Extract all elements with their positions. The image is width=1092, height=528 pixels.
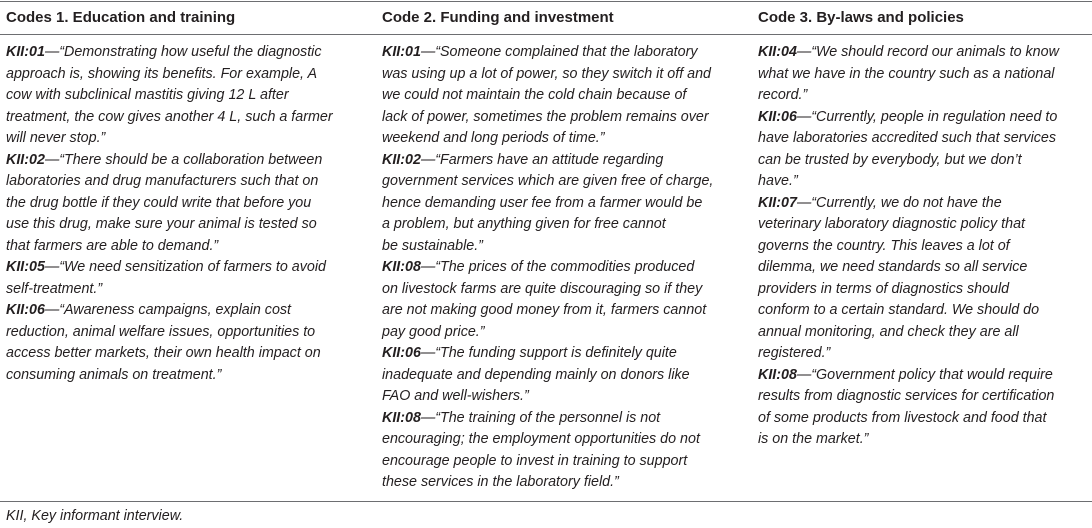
quote-line (758, 128, 1088, 150)
quote-text: approach is, showing its benefits. For example, A (6, 65, 317, 82)
header-funding-investment: Code 2. Funding and investment (382, 9, 614, 26)
informant-code: KII:01 (382, 44, 421, 60)
quote-text: inadequate and depending mainly on donors like (382, 366, 690, 383)
quote-line (6, 257, 366, 279)
quote-line (758, 408, 1088, 430)
header-rule (0, 34, 1092, 35)
quote-text: —“Farmers have an attitude regarding (420, 151, 664, 168)
informant-code: KII:08 (382, 259, 421, 275)
quote-text: use this drug, make sure your animal is tested so (6, 216, 317, 232)
quote-text: —“Demonstrating how useful the diagnostic (44, 44, 322, 60)
quote-line (382, 171, 744, 193)
informant-code: KII:02 (6, 151, 45, 168)
quote-line (382, 64, 744, 86)
quote-line (6, 150, 366, 172)
header-bylaws-policies: Code 3. By-laws and policies (758, 9, 964, 26)
informant-code: KII:04 (758, 44, 797, 60)
quote-line (382, 386, 744, 408)
quote-text: cow with subclinical mastitis giving 12 L after (6, 87, 289, 103)
quote-line (6, 128, 366, 150)
top-rule (0, 1, 1092, 2)
quote-text: government services which are given free of charge, (382, 173, 714, 189)
quote-line (758, 257, 1088, 279)
quote-line (758, 279, 1088, 301)
quote-text: can be trusted by everybody, but we don’t (758, 151, 1022, 168)
quote-text: encourage people to invest in training to support (382, 452, 688, 469)
quote-entry (382, 42, 744, 150)
quote-line (382, 257, 744, 279)
quote-text: have laboratories accredited such that services (758, 130, 1057, 146)
quote-line (758, 322, 1088, 344)
quote-entry (758, 365, 1088, 451)
quote-text: —“Currently, we do not have the (796, 194, 1002, 211)
quote-text: is on the market.” (758, 431, 869, 447)
quote-entry (382, 257, 744, 343)
quote-text: veterinary laboratory diagnostic policy that (758, 216, 1026, 232)
bottom-rule (0, 501, 1092, 502)
quote-line (382, 429, 744, 451)
quote-text: access better markets, their own health impact on (6, 345, 321, 361)
quote-text: conform to a certain standard. We should do (758, 302, 1040, 318)
quote-text: results from diagnostic services for certification (758, 388, 1055, 404)
informant-code: KII:08 (758, 366, 797, 383)
quote-line (6, 343, 366, 365)
quote-line (6, 365, 366, 387)
quote-text: encouraging; the employment opportunities do not (382, 431, 700, 447)
quote-text: these services in the laboratory field.” (382, 474, 619, 490)
quote-entry (6, 257, 366, 300)
quote-text: the drug bottle if they could write that before you (6, 194, 312, 211)
quote-text: self-treatment.” (6, 280, 103, 297)
quote-entry (758, 42, 1088, 107)
quote-line (382, 107, 744, 129)
quote-line (758, 107, 1088, 129)
quote-line (758, 171, 1088, 193)
quote-text: —“Awareness campaigns, explain cost (44, 302, 292, 318)
quote-text: —“The prices of the commodities produced (420, 259, 695, 275)
quote-text: —“Currently, people in regulation need to (796, 108, 1058, 125)
quote-line (758, 193, 1088, 215)
column-bylaws-policies (758, 42, 1088, 451)
quote-line (382, 279, 744, 301)
quote-text: hence demanding user fee from a farmer would be (382, 194, 703, 211)
quote-line (382, 322, 744, 344)
quote-line (382, 365, 744, 387)
quote-text: laboratories and drug manufacturers such that on (6, 173, 319, 189)
quote-text: registered.” (758, 345, 831, 361)
quote-text: —“Someone complained that the laboratory (420, 44, 698, 60)
quote-line (6, 85, 366, 107)
quote-text: be sustainable.” (382, 237, 483, 254)
quote-text: of some products from livestock and food that (758, 409, 1047, 426)
quote-entry (6, 42, 366, 150)
quote-text: —“We should record our animals to know (796, 44, 1059, 60)
quote-text: FAO and well-wishers.” (382, 388, 529, 404)
quote-line (382, 214, 744, 236)
quote-line (6, 64, 366, 86)
quote-text: treatment, the cow gives another 4 L, such a farmer (6, 108, 333, 125)
quote-line (758, 429, 1088, 451)
quote-line (382, 193, 744, 215)
quote-entry (382, 150, 744, 258)
quote-line (6, 193, 366, 215)
quote-line (6, 214, 366, 236)
quote-line (382, 128, 744, 150)
quote-text: on livestock farms are quite discouraging so if they (382, 280, 703, 297)
quote-line (382, 472, 744, 494)
quote-line (6, 107, 366, 129)
quote-line (382, 451, 744, 473)
informant-code: KII:08 (382, 409, 421, 426)
quote-line (758, 300, 1088, 322)
quote-text: pay good price.” (382, 323, 485, 340)
quote-text: reduction, animal welfare issues, opportunities to (6, 323, 316, 340)
quote-text: we could not maintain the cold chain because of (382, 87, 687, 103)
table-footnote: KII, Key informant interview. (6, 508, 184, 524)
quote-text: have.” (758, 173, 798, 189)
quote-line (382, 236, 744, 258)
quote-line (6, 300, 366, 322)
quote-text: weekend and long periods of time.” (382, 130, 605, 146)
quote-text: dilemma, we need standards so all service (758, 259, 1028, 275)
quote-line (6, 279, 366, 301)
quote-entry (758, 193, 1088, 365)
quote-text: —“The training of the personnel is not (420, 409, 661, 426)
quote-line (758, 150, 1088, 172)
quote-text: that farmers are able to demand.” (6, 237, 219, 254)
quote-text: —“We need sensitization of farmers to avoid (44, 259, 326, 275)
quote-line (382, 85, 744, 107)
quote-line (382, 150, 744, 172)
informant-code: KII:07 (758, 194, 797, 211)
quote-entry (382, 408, 744, 494)
quote-line (382, 300, 744, 322)
quote-text: governs the country. This leaves a lot of (758, 237, 1010, 254)
quote-text: a problem, but anything given for free cannot (382, 216, 666, 232)
quote-text: record.” (758, 87, 808, 103)
informant-code: KII:01 (6, 44, 45, 60)
informant-code: KII:06 (6, 302, 45, 318)
quote-entry (6, 150, 366, 258)
quote-line (758, 365, 1088, 387)
quote-entry (758, 107, 1088, 193)
quote-line (382, 42, 744, 64)
quote-text: consuming animals on treatment.” (6, 366, 222, 383)
quote-entry (6, 300, 366, 386)
quote-text: providers in terms of diagnostics should (758, 280, 1010, 297)
quote-text: annual monitoring, and check they are all (758, 323, 1019, 340)
column-education-training (6, 42, 366, 386)
quote-line (382, 343, 744, 365)
quote-line (758, 236, 1088, 258)
informant-code: KII:06 (382, 345, 421, 361)
quote-line (6, 236, 366, 258)
quote-text: will never stop.” (6, 130, 106, 146)
quote-line (6, 171, 366, 193)
column-funding-investment (382, 42, 744, 494)
quote-entry (382, 343, 744, 408)
informant-code: KII:06 (758, 108, 797, 125)
quote-text: —“There should be a collaboration between (44, 151, 323, 168)
quote-line (758, 42, 1088, 64)
quote-text: —“The funding support is definitely quite (420, 345, 677, 361)
quote-line (6, 322, 366, 344)
informant-code: KII:05 (6, 259, 45, 275)
quote-text: —“Government policy that would require (796, 366, 1053, 383)
header-education-training: Codes 1. Education and training (6, 9, 236, 26)
quote-text: was using up a lot of power, so they switch it off and (382, 65, 712, 82)
informant-code: KII:02 (382, 151, 421, 168)
quote-line (758, 64, 1088, 86)
quote-text: are not making good money from it, farmers cannot (382, 302, 707, 318)
quote-line (758, 386, 1088, 408)
quote-line (758, 214, 1088, 236)
quote-line (6, 42, 366, 64)
quote-line (758, 85, 1088, 107)
quote-text: what we have in the country such as a national (758, 65, 1055, 82)
quote-text: lack of power, sometimes the problem remains over (382, 108, 709, 125)
quote-line (758, 343, 1088, 365)
quote-line (382, 408, 744, 430)
